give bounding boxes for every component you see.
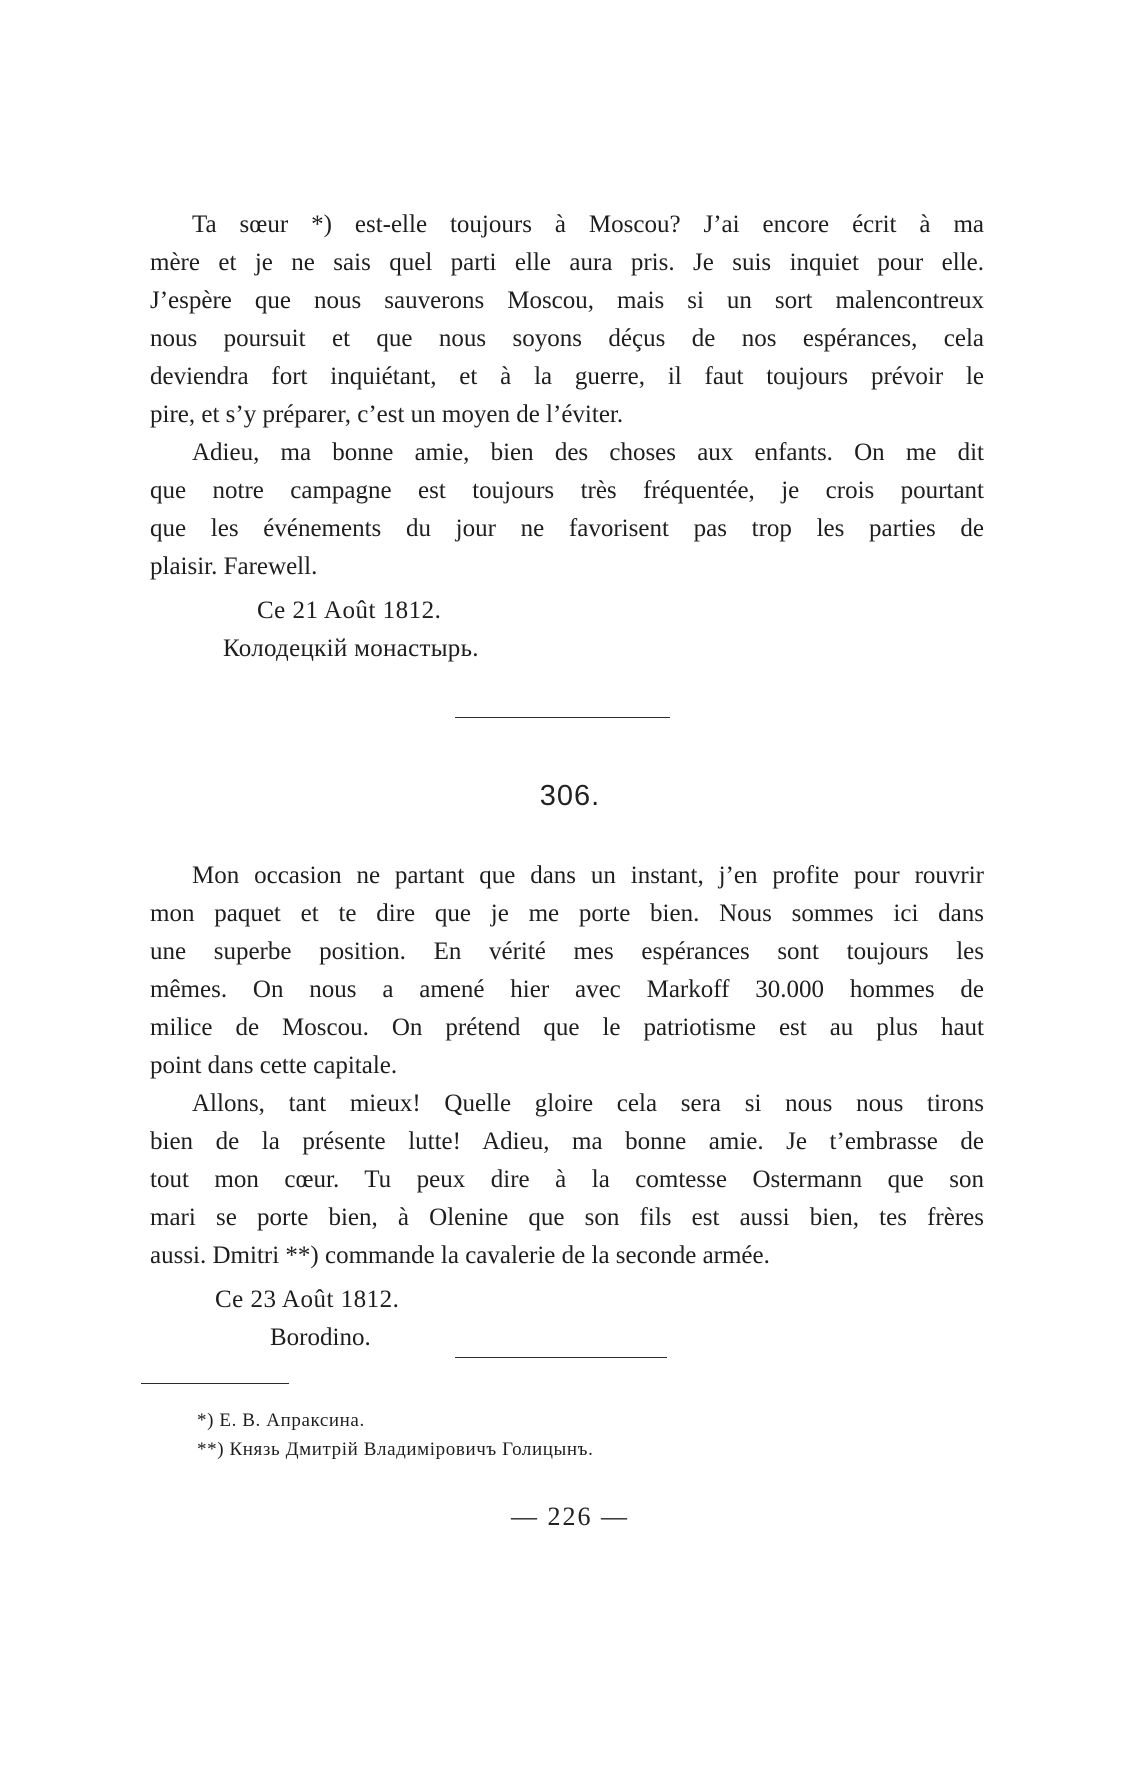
text-line: une superbe position. En vérité mes espérances sont toujours les	[150, 938, 984, 965]
footnote: **) Князь Дмитрій Владиміровичъ Голицынъ.	[197, 1439, 594, 1460]
text-line: nous poursuit et que nous soyons déçus de nos espérances, cela	[150, 325, 984, 352]
text-line: mari se porte bien, à Olenine que son fils est aussi bien, tes frères	[150, 1204, 984, 1231]
text-line: mêmes. On nous a amené hier avec Markoff 30.000 hommes de	[150, 976, 984, 1003]
text-line: Mon occasion ne partant que dans un instant, j’en profite pour rouvrir	[192, 862, 984, 889]
text-line: milice de Moscou. On prétend que le patriotisme est au plus haut	[150, 1014, 984, 1041]
text-line: Ta sœur *) est-elle toujours à Moscou? J’ai encore écrit à ma	[192, 211, 984, 238]
text-line: mon paquet et te dire que je me porte bien. Nous sommes ici dans	[150, 900, 984, 927]
text-line: deviendra fort inquiétant, et à la guerre, il faut toujours prévoir le	[150, 363, 984, 390]
text-line: Adieu, ma bonne amie, bien des choses aux enfants. On me dit	[192, 439, 984, 466]
text-line: point dans cette capitale.	[150, 1052, 398, 1079]
text-line: bien de la présente lutte! Adieu, ma bonne amie. Je t’embrasse de	[150, 1128, 984, 1155]
text-line: mère et je ne sais quel parti elle aura pris. Je suis inquiet pour elle.	[150, 249, 984, 276]
text-line: tout mon cœur. Tu peux dire à la comtesse Ostermann que son	[150, 1166, 984, 1193]
letter-306-body	[150, 857, 984, 1275]
text-line: aussi. Dmitri **) commande la cavalerie de la seconde armée.	[150, 1242, 770, 1269]
text-line: que les événements du jour ne favorisent pas trop les parties de	[150, 515, 984, 542]
text-line: J’espère que nous sauverons Moscou, mais si un sort malencontreux	[150, 287, 984, 314]
text-line: que notre campagne est toujours très fréquentée, je crois pourtant	[150, 477, 984, 504]
letter-306-date: Ce 23 Août 1812.	[215, 1286, 400, 1313]
letter-306-place: Borodino.	[270, 1324, 371, 1351]
text-line: pire, et s’y préparer, c’est un moyen de l’éviter.	[150, 401, 624, 428]
section-divider	[455, 1357, 667, 1358]
letter-305-place: Колодецкій монастырь.	[223, 635, 479, 662]
page-number: — 226 —	[511, 1502, 629, 1531]
letter-number-heading: 306.	[539, 780, 601, 812]
letter-305-date: Ce 21 Août 1812.	[257, 597, 442, 624]
text-line: Allons, tant mieux! Quelle gloire cela sera si nous nous tirons	[192, 1090, 984, 1117]
text-line: plaisir. Farewell.	[150, 553, 318, 580]
footnote: *) Е. В. Апраксина.	[197, 1410, 365, 1431]
footnote-separator	[141, 1383, 289, 1384]
section-divider	[455, 717, 670, 718]
letter-305-body	[150, 206, 984, 586]
